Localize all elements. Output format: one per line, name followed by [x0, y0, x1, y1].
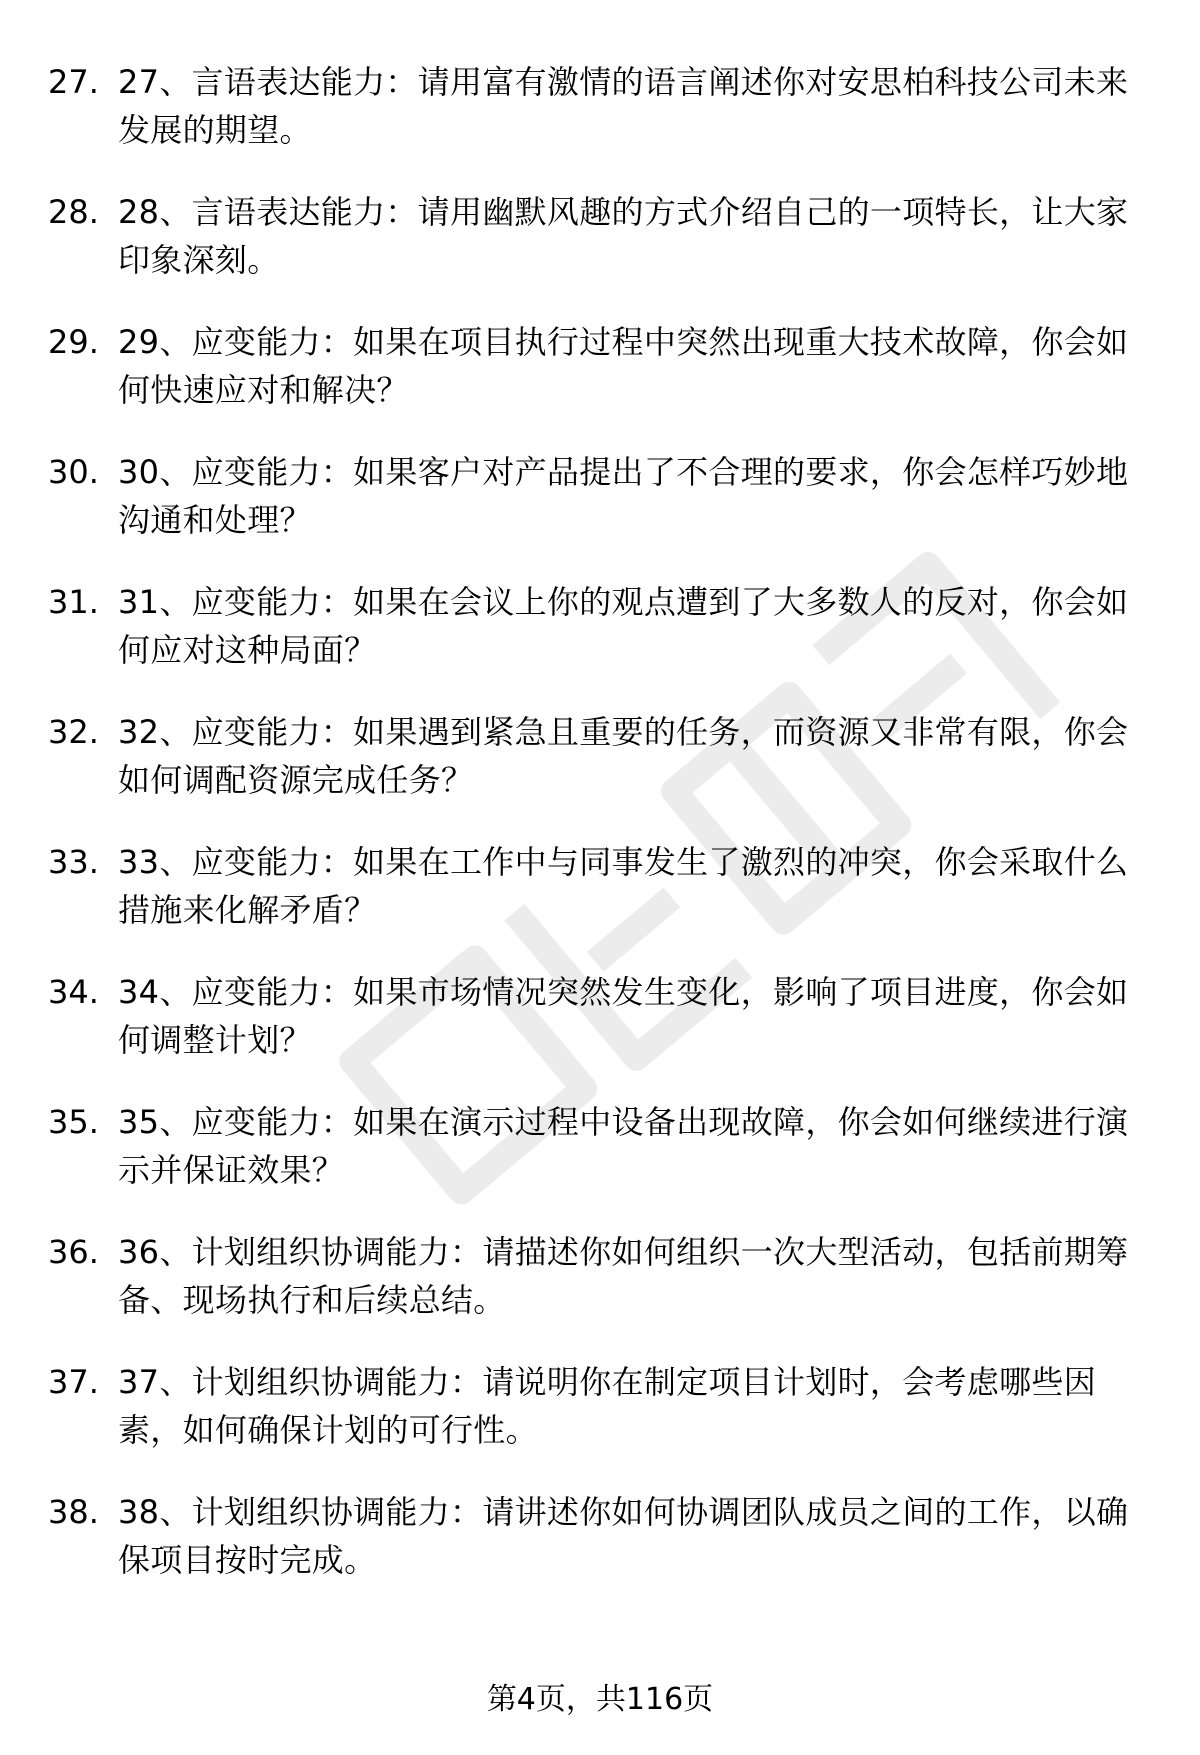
question-text: 34、应变能力：如果市场情况突然发生变化，影响了项目进度，你会如何调整计划？ [118, 973, 1129, 1059]
question-item [48, 188, 1158, 318]
question-item [48, 708, 1158, 838]
question-number: 29. [48, 323, 99, 361]
question-text: 36、计划组织协调能力：请描述你如何组织一次大型活动，包括前期筹备、现场执行和后续总结。 [118, 1233, 1129, 1319]
question-item [48, 838, 1158, 968]
question-item [48, 578, 1158, 708]
question-list [48, 58, 1158, 1618]
question-item [48, 448, 1158, 578]
question-number: 30. [48, 453, 99, 491]
question-number: 38. [48, 1493, 99, 1531]
question-number: 31. [48, 583, 99, 621]
question-number: 33. [48, 843, 99, 881]
question-text: 28、言语表达能力：请用幽默风趣的方式介绍自己的一项特长，让大家印象深刻。 [118, 193, 1129, 279]
question-text: 38、计划组织协调能力：请讲述你如何协调团队成员之间的工作，以确保项目按时完成。 [118, 1493, 1129, 1579]
question-text: 32、应变能力：如果遇到紧急且重要的任务，而资源又非常有限，你会如何调配资源完成任务？ [118, 713, 1129, 799]
page-footer: 第4页，共116页 [486, 1682, 714, 1717]
question-item [48, 1228, 1158, 1358]
question-number: 37. [48, 1363, 99, 1401]
question-item [48, 1488, 1158, 1618]
question-number: 34. [48, 973, 99, 1011]
question-item [48, 968, 1158, 1098]
question-text: 33、应变能力：如果在工作中与同事发生了激烈的冲突，你会采取什么措施来化解矛盾？ [118, 843, 1129, 929]
question-number: 35. [48, 1103, 99, 1141]
question-text: 35、应变能力：如果在演示过程中设备出现故障，你会如何继续进行演示并保证效果？ [118, 1103, 1129, 1189]
question-text: 27、言语表达能力：请用富有激情的语言阐述你对安思柏科技公司未来发展的期望。 [118, 63, 1129, 149]
question-item [48, 1358, 1158, 1488]
question-text: 37、计划组织协调能力：请说明你在制定项目计划时，会考虑哪些因素，如何确保计划的可行性。 [118, 1363, 1097, 1449]
question-number: 27. [48, 63, 99, 101]
question-item [48, 318, 1158, 448]
question-item [48, 1098, 1158, 1228]
question-number: 36. [48, 1233, 99, 1271]
question-text: 31、应变能力：如果在会议上你的观点遭到了大多数人的反对，你会如何应对这种局面？ [118, 583, 1129, 669]
question-number: 32. [48, 713, 99, 751]
question-text: 29、应变能力：如果在项目执行过程中突然出现重大技术故障，你会如何快速应对和解决？ [118, 323, 1129, 409]
question-number: 28. [48, 193, 99, 231]
question-item [48, 58, 1158, 188]
question-text: 30、应变能力：如果客户对产品提出了不合理的要求，你会怎样巧妙地沟通和处理？ [118, 453, 1129, 539]
